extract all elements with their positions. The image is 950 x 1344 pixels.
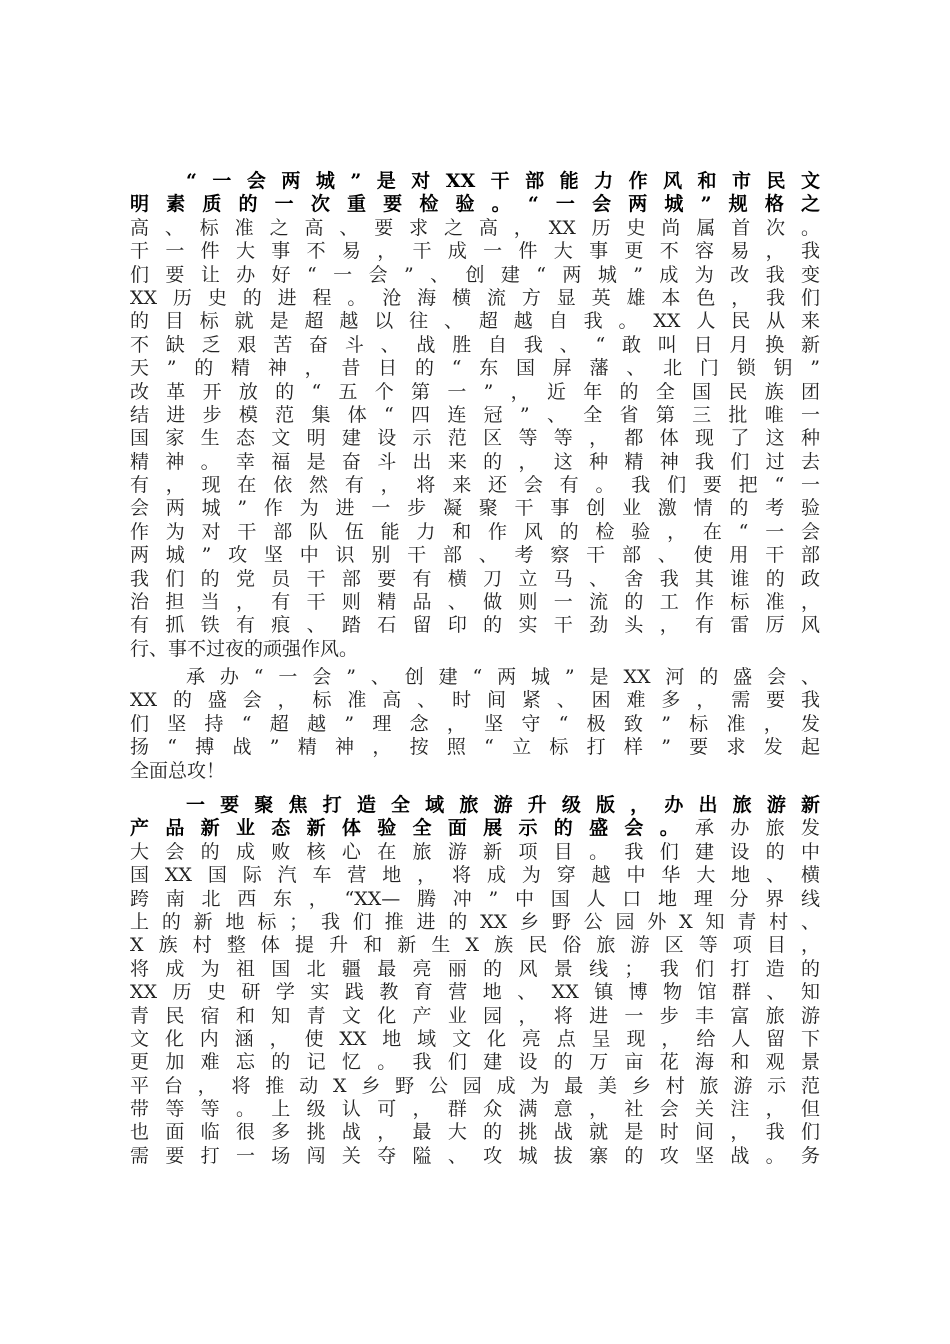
text-line: 上的新地标；我们推进的XX乡野公园外X知青村、 — [130, 910, 820, 933]
text-line: 我们的党员干部要有横刀立马、舍我其谁的政 — [130, 567, 820, 590]
bold-run: 产品新业态新体验全面展示的盛会。 — [130, 817, 696, 840]
text-line: 们坚持“超越”理念，坚守“极致”标准，发 — [130, 712, 820, 735]
paragraph-3 — [130, 794, 820, 1168]
text-line: 全面总攻！ — [130, 759, 226, 782]
text-line: 青民宿和知青文化产业园，将进一步丰富旅游 — [130, 1004, 820, 1027]
text-line: 跨南北西东，“XX—腾冲”中国人口地理分界线 — [130, 887, 820, 910]
text-line: 治担当，有干则精品、做则一流的工作标准， — [130, 591, 820, 614]
text-line: 也面临很多挑战，最大的挑战就是时间，我们 — [130, 1121, 820, 1144]
text-line: 精神。幸福是奋斗出来的，这种精神我们过去 — [130, 450, 820, 473]
bold-run: “一会两城”是对XX干部能力作风和市民文 — [186, 170, 820, 192]
text-line: 高、标准之高、要求之高，XX历史尚属首次。 — [130, 216, 820, 239]
text-line: 结进步模范集体“四连冠”、全省第三批唯一 — [130, 403, 820, 426]
text-line: 两城”攻坚中识别干部、考察干部、使用干部 — [130, 544, 820, 567]
text-line: 一要聚焦打造全域旅游升级版，办出旅游新 — [186, 794, 820, 816]
text-line: 会两城”作为进一步凝聚干事创业激情的考验 — [130, 497, 820, 520]
paragraph-1 — [130, 170, 820, 661]
paragraph-2 — [130, 666, 820, 783]
text-line: 更加难忘的记忆。我们建设的万亩花海和观景 — [130, 1051, 820, 1074]
text-line: XX历史研学实践教育营地、XX镇博物馆群、知 — [130, 981, 820, 1004]
text-line: 带等等。上级认可，群众满意，社会关注，但 — [130, 1098, 820, 1121]
text-line: 将成为祖国北疆最亮丽的风景线；我们打造的 — [130, 957, 820, 980]
text-line: 明素质的一次重要检验。“一会两城”规格之 — [130, 193, 820, 216]
text-line: 国XX国际汽车营地，将成为穿越中华大地、横 — [130, 864, 820, 887]
text-line: 天”的精神，昔日的“东国屏藩、北门锁钥” — [130, 357, 820, 380]
text-line: 不缺乏艰苦奋斗、战胜自我、“敢叫日月换新 — [130, 333, 820, 356]
text-line: 平台，将推动X乡野公园成为最美乡村旅游示范 — [130, 1074, 820, 1097]
text-line: XX的盛会，标准高、时间紧、困难多，需要我 — [130, 689, 820, 712]
text-line: XX历史的进程。沧海横流方显英雄本色，我们 — [130, 286, 820, 309]
text-line: 有，现在依然有，将来还会有。我们要把“一 — [130, 474, 820, 497]
text-line: 作为对干部队伍能力和作风的检验，在“一会 — [130, 520, 820, 543]
text-line: 改革开放的“五个第一”，近年的全国民族团 — [130, 380, 820, 403]
text-line: 文化内涵，使XX地域文化亮点呈现，给人留下 — [130, 1027, 820, 1050]
text-line: 干一件大事不易，干成一件大事更不容易，我 — [130, 240, 820, 263]
text-line: 国家生态文明建设示范区等等，都体现了这种 — [130, 427, 820, 450]
plain-run: 承办旅发 — [695, 817, 820, 840]
text-line: 需要打一场闯关夺隘、攻城拔寨的攻坚战。务 — [130, 1144, 820, 1167]
text-line: 扬“搏战”精神，按照“立标打样”要求发起 — [130, 736, 820, 759]
text-line — [130, 170, 820, 193]
text-line — [130, 817, 820, 840]
text-line: X族村整体提升和新生X族民俗旅游区等项目， — [130, 934, 820, 957]
text-line: 承办“一会”、创建“两城”是XX河的盛会、 — [186, 666, 820, 688]
text-line: 大会的成败核心在旅游新项目。我们建设的中 — [130, 840, 820, 863]
text-line: 有抓铁有痕、踏石留印的实干劲头，有雷厉风 — [130, 614, 820, 637]
text-line: 的目标就是超越以往、超越自我。XX人民从来 — [130, 310, 820, 333]
text-line: 行、事不过夜的顽强作风。 — [130, 637, 359, 660]
text-line: 们要让办好“一会”、创建“两城”成为改我变 — [130, 263, 820, 286]
